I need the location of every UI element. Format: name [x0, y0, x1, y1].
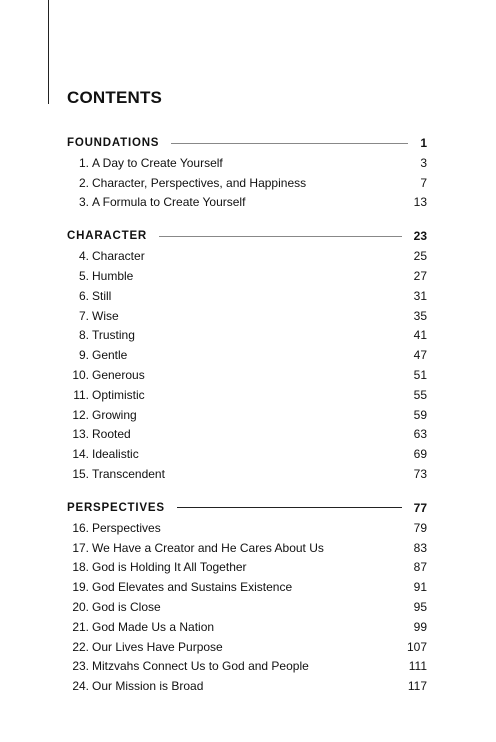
toc-entry[interactable]	[67, 365, 427, 385]
entry-title: Rooted	[92, 427, 131, 442]
entry-number: 16.	[72, 520, 89, 535]
toc-entry[interactable]	[67, 617, 427, 637]
section-title: CHARACTER	[67, 230, 148, 243]
toc-entry[interactable]	[67, 657, 427, 677]
entry-title: Still	[92, 288, 112, 303]
toc-entry[interactable]	[67, 173, 427, 193]
toc-entry[interactable]	[67, 153, 427, 173]
toc-entry[interactable]	[67, 425, 427, 445]
section-header	[67, 133, 427, 153]
entry-number: 21.	[72, 619, 89, 634]
toc-entry[interactable]	[67, 326, 427, 346]
entry-title: Character, Perspectives, and Happiness	[92, 175, 307, 190]
section-header	[67, 498, 427, 518]
entry-number: 17.	[72, 540, 89, 555]
entry-page: 41	[413, 328, 427, 343]
entry-page: 13	[413, 195, 427, 210]
section-page: 23	[413, 229, 427, 244]
entry-title: Trusting	[92, 328, 135, 343]
entry-page: 51	[413, 368, 427, 383]
entry-page: 111	[408, 659, 427, 674]
toc-entry[interactable]	[67, 306, 427, 326]
entry-number: 4.	[78, 249, 89, 264]
section-foundations	[67, 133, 427, 212]
section-page: 1	[420, 136, 427, 150]
toc-entry[interactable]	[67, 345, 427, 365]
toc-entry[interactable]	[67, 597, 427, 617]
entry-title: A Formula to Create Yourself	[92, 195, 246, 210]
entry-page: 59	[413, 407, 427, 422]
entry-number: 1.	[78, 155, 89, 170]
entry-number: 8.	[78, 328, 89, 343]
entry-page: 31	[413, 288, 427, 303]
entry-page: 95	[413, 600, 427, 615]
entry-page: 107	[406, 639, 427, 654]
entry-page: 25	[413, 249, 427, 264]
toc-entry[interactable]	[67, 676, 427, 696]
entry-title: God is Close	[92, 600, 161, 615]
entry-title: Our Lives Have Purpose	[92, 639, 223, 654]
entry-title: God Elevates and Sustains Existence	[92, 580, 293, 595]
entry-page: 35	[413, 308, 427, 323]
entry-title: Growing	[92, 407, 137, 422]
toc-entry[interactable]	[67, 577, 427, 597]
entry-number: 23.	[72, 659, 89, 674]
page-title: CONTENTS	[67, 88, 163, 107]
toc-entry[interactable]	[67, 558, 427, 578]
entry-title: A Day to Create Yourself	[92, 155, 223, 170]
entry-title: Gentle	[92, 348, 128, 363]
entry-title: Wise	[92, 308, 119, 323]
toc-entry[interactable]	[67, 405, 427, 425]
leader-line	[159, 236, 402, 237]
toc-entry[interactable]	[67, 464, 427, 484]
entry-number: 6.	[78, 288, 89, 303]
entry-page: 3	[420, 155, 427, 170]
entry-page: 83	[413, 540, 427, 555]
entry-number: 22.	[72, 639, 89, 654]
toc-entry[interactable]	[67, 266, 427, 286]
entry-title: God is Holding It All Together	[92, 560, 247, 575]
entry-number: 3.	[78, 195, 89, 210]
entry-title: Idealistic	[92, 447, 139, 462]
entry-title: Optimistic	[92, 387, 145, 402]
entry-page: 69	[413, 447, 427, 462]
entry-page: 47	[413, 348, 427, 363]
entry-page: 79	[413, 520, 427, 535]
toc-entry[interactable]	[67, 538, 427, 558]
entry-page: 63	[413, 427, 427, 442]
entry-title: Humble	[92, 269, 134, 284]
leader-line	[177, 507, 402, 508]
entry-number: 9.	[78, 348, 89, 363]
section-header	[67, 226, 427, 246]
toc-entry[interactable]	[67, 193, 427, 213]
entry-number: 12.	[72, 407, 89, 422]
entry-title: God Made Us a Nation	[92, 619, 215, 634]
entry-number: 13.	[72, 427, 89, 442]
margin-rule	[48, 0, 49, 104]
entry-title: Mitzvahs Connect Us to God and People	[92, 659, 309, 674]
toc-entry[interactable]	[67, 246, 427, 266]
section-character	[67, 226, 427, 484]
entry-number: 14.	[72, 447, 89, 462]
entry-page: 27	[413, 269, 427, 284]
entry-title: Generous	[92, 368, 145, 383]
entry-page: 91	[413, 580, 427, 595]
leader-line	[171, 143, 408, 144]
section-page: 77	[413, 500, 427, 515]
entry-number: 10.	[72, 368, 89, 383]
entry-page: 87	[413, 560, 427, 575]
section-title: PERSPECTIVES	[67, 501, 165, 514]
entry-number: 19.	[72, 580, 89, 595]
toc-entry[interactable]	[67, 385, 427, 405]
entry-page: 99	[413, 619, 427, 634]
table-of-contents	[67, 133, 427, 710]
toc-entry[interactable]	[67, 637, 427, 657]
entry-number: 7.	[78, 308, 89, 323]
entry-number: 11.	[73, 387, 89, 402]
entry-title: Character	[92, 249, 145, 264]
section-perspectives	[67, 498, 427, 696]
entry-title: Transcendent	[92, 467, 165, 482]
entry-title: Perspectives	[92, 520, 161, 535]
entry-page: 7	[420, 175, 427, 190]
entry-number: 18.	[72, 560, 89, 575]
toc-entry[interactable]	[67, 286, 427, 306]
entry-number: 5.	[78, 269, 89, 284]
entry-page: 73	[413, 467, 427, 482]
entry-number: 2.	[78, 175, 89, 190]
entry-page: 117	[407, 679, 427, 694]
entry-number: 15.	[72, 467, 89, 482]
entry-title: We Have a Creator and He Cares About Us	[92, 540, 324, 555]
entry-page: 55	[413, 387, 427, 402]
entry-title: Our Mission is Broad	[92, 679, 204, 694]
entry-number: 24.	[72, 679, 89, 694]
toc-entry[interactable]	[67, 444, 427, 464]
toc-entry[interactable]	[67, 518, 427, 538]
entry-number: 20.	[72, 600, 89, 615]
section-title: FOUNDATIONS	[67, 137, 160, 149]
